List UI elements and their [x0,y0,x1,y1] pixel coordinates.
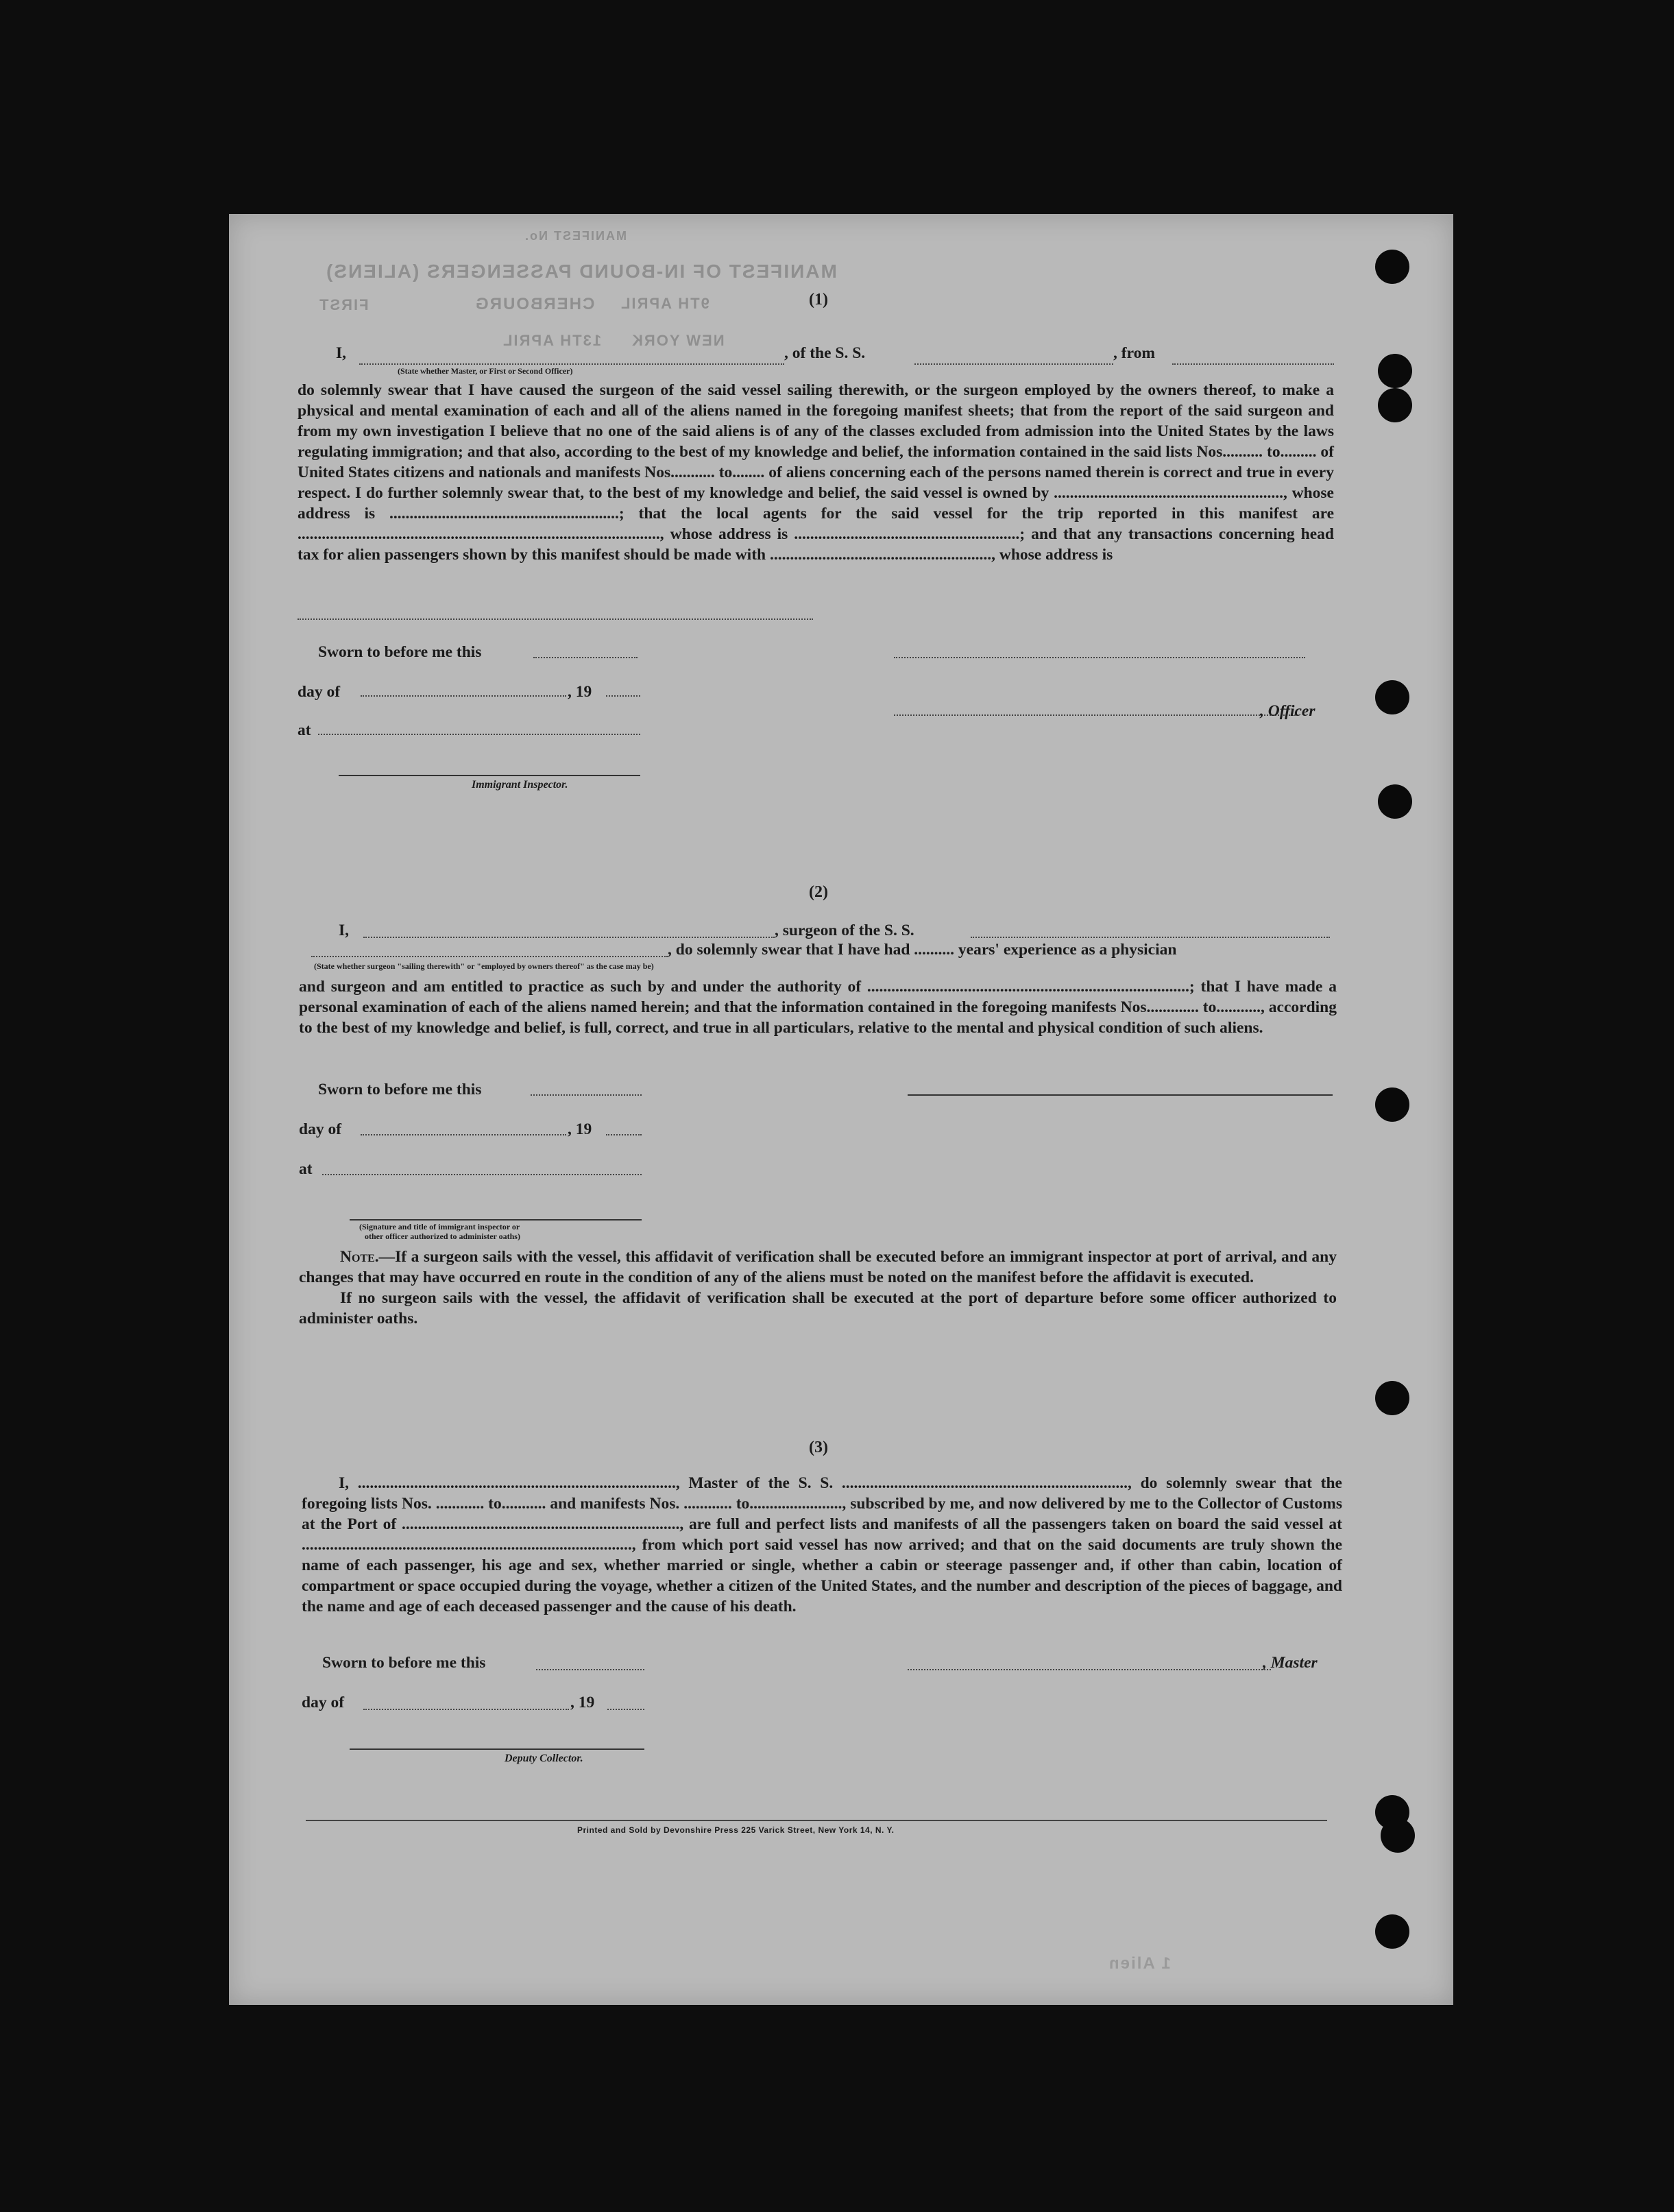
ghost-date2: 13TH APRIL [502,332,602,349]
binder-hole [1375,250,1409,284]
section-3-number: (3) [809,1439,828,1456]
section-3-oath-text [302,1473,1342,1617]
section-2-sig-caption-1: (Signature and title of immigrant inspector or [359,1222,520,1231]
section-2-oath-text [299,976,1337,1038]
section-2-sig-caption-2: other officer authorized to administer oaths) [365,1231,520,1241]
section-1-I: I, [336,344,347,362]
section-2-year: , 19 [568,1120,592,1138]
fill-line [359,363,784,365]
section-1-at: at [298,721,311,739]
fill-line [311,956,668,957]
section-2-caption: (State whether surgeon "sailing therewith" or "employed by owners thereof" as the case may be) [314,961,654,971]
section-3-day-of: day of [302,1694,345,1711]
binder-hole [1378,388,1412,422]
section-1-officer: , Officer [1260,702,1315,720]
binder-hole [1375,1087,1409,1122]
section-2-number: (2) [809,883,828,901]
section-2-day-of: day of [299,1120,342,1138]
section-2-I: I, [339,922,350,939]
section-1-ship-label: , of the S. S. [784,344,866,362]
officer-signature-line [894,657,1305,658]
inspector-signature-line-2 [350,1219,642,1221]
ghost-bottom-note: 1 Alien [1108,1954,1171,1973]
binder-hole [1378,784,1412,819]
binder-hole [1375,1381,1409,1415]
fill-line [1172,363,1334,365]
fill-line [318,734,640,735]
section-1-year: , 19 [568,683,592,701]
fill-line [298,618,813,620]
fill-line [361,695,566,697]
section-3-deputy: Deputy Collector. [505,1753,583,1764]
section-1-sworn: Sworn to before me this [318,643,482,661]
officer-name-line [894,714,1296,716]
section-2-swear: , do solemnly swear that I have had .......... years' experience as a physician [668,941,1177,959]
section-3-master: , Master [1263,1654,1318,1672]
manifest-page [229,214,1453,2005]
master-signature-line [908,1669,1271,1670]
deputy-signature-line [350,1748,644,1750]
section-3-year: , 19 [570,1694,595,1711]
section-1-paragraph: do solemnly swear that I have caused the surgeon of the said vessel sailing therewith, or the surgeon employed by the owners thereof, to make a physical and mental examination of each and all of the aliens named in the foregoing manifest sheets; that from the report of the said surgeon and from my own investigation I believe that no one of the said aliens is of any of the classes excluded from admission into the United States by the laws regulating immigration; and that also, according to the best of my knowledge and belief, the information contained in the said lists Nos.......... to......... of United States citizens and nationals and manifests Nos........... to........ of aliens concerning each of the persons named therein is correct and true in every respect. I do further solemnly swear that, to the best of my knowledge and belief, the said vessel is owned by ........................................................., whose address is .........................................................; that the local agents for the said vessel for the trip reported in this manifest are .........................................................................................., whose address is ........................................................; and that any transactions concerning head tax for alien passengers shown by this manifest should be made with ......................................................., whose address is [298,381,1334,564]
section-2-note [299,1247,1337,1329]
binder-hole [1381,1818,1415,1853]
note-1: —If a surgeon sails with the vessel, this affidavit of verification shall be executed before an immigrant inspector at port of arrival, and any changes that may have occurred en route in the condition of any of the aliens must be noted on the manifest before the affidavit is executed. [299,1248,1337,1286]
fill-line [536,1669,644,1670]
printer-imprint: Printed and Sold by Devonshire Press 225 Varick Street, New York 14, N. Y. [577,1825,895,1835]
fill-line [363,937,775,938]
fill-line [533,657,638,658]
inspector-signature-line [339,775,640,776]
fill-line [914,363,1113,365]
ghost-port: CHERBOURG [474,295,595,313]
note-label: Note. [340,1248,379,1266]
ghost-date: 9TH APRIL [620,295,709,312]
binder-hole [1375,1914,1409,1949]
section-1-number: (1) [809,291,828,309]
ghost-title: MANIFEST OF IN-BOUND PASSENGERS (ALIENS) [325,261,837,282]
section-2-sworn: Sworn to before me this [318,1081,482,1098]
fill-line [322,1174,642,1175]
fill-line [971,937,1330,938]
fill-line [606,1134,642,1135]
section-1-day-of: day of [298,683,341,701]
ghost-class: FIRST [318,296,369,313]
section-1-from-label: , from [1113,344,1155,362]
ghost-manifest-no: MANIFEST No. [524,229,627,243]
section-2-at: at [299,1160,313,1178]
section-2-surgeon-label: , surgeon of the S. S. [775,922,914,939]
section-3-paragraph: I, ..............................................................................., Master of the S. S. ......................................................................., do solemnly swear that the foregoing lists Nos. ............ to........... and manifests Nos. ............ to......................., subscribed by me, and now delivered by me to the Collector of Customs at the Port of ....................................................................., are full and perfect lists and manifests of all the passengers taken on board the said vessel at .................................................................................., from which port said vessel has now arrived; and that on the said documents are truly shown the name of each passenger, his age and sex, whether married or single, whether a cabin or steerage passenger and, if other than cabin, location of compartment or space occupied during the voyage, whether a citizen of the United States, and the number and description of the pieces of baggage, and the name and age of each deceased passenger and the cause of his death. [302,1474,1342,1615]
surgeon-signature-line [908,1094,1333,1096]
fill-line [606,695,640,697]
footer-rule [306,1820,1327,1821]
binder-hole [1375,680,1409,714]
fill-line [607,1709,644,1710]
fill-line [531,1094,642,1096]
ghost-ny: NEW YORK [631,332,725,349]
fill-line [363,1709,569,1710]
section-1-caption: (State whether Master, or First or Second Officer) [398,366,573,376]
fill-line [361,1134,566,1135]
section-1-inspector: Immigrant Inspector. [472,779,568,791]
note-2: If no surgeon sails with the vessel, the affidavit of verification shall be executed at the port of departure before some officer authorized to administer oaths. [299,1289,1337,1327]
section-3-sworn: Sworn to before me this [322,1654,486,1672]
binder-hole [1378,354,1412,388]
section-2-paragraph: and surgeon and am entitled to practice as such by and under the authority of ................................................................................; that I have made a personal examination of each of the aliens named herein; and that the information contained in the foregoing manifests Nos............. to..........., according to the best of my knowledge and belief, is full, correct, and true in all particulars, relative to the mental and physical condition of such aliens. [299,978,1337,1037]
section-1-oath-text [298,380,1334,565]
